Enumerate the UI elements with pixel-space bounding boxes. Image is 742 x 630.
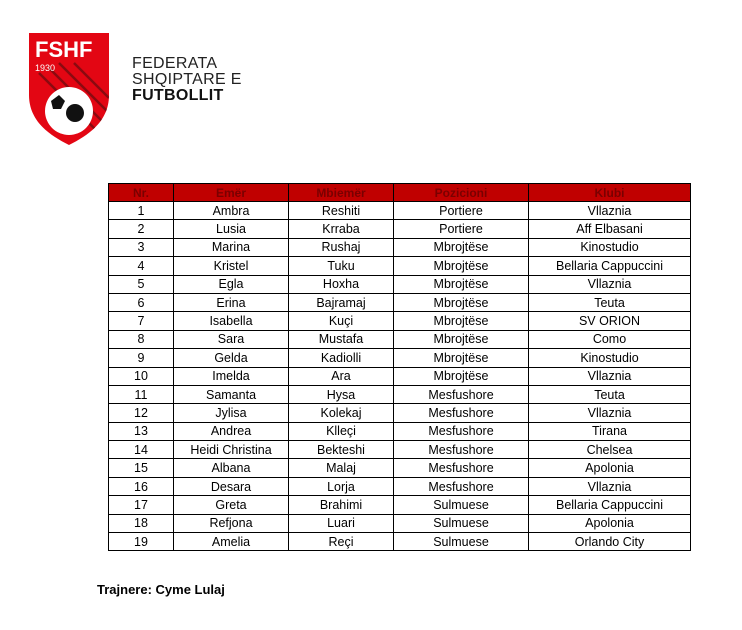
table-cell: 10 (109, 367, 174, 385)
table-cell: Egla (174, 275, 289, 293)
column-header: Nr. (109, 184, 174, 202)
table-cell: Vllaznia (529, 477, 691, 495)
table-cell: Krraba (289, 220, 394, 238)
table-cell: Albana (174, 459, 289, 477)
table-header-row (109, 184, 691, 202)
table-cell: 8 (109, 330, 174, 348)
table-cell: 17 (109, 496, 174, 514)
table-cell: 16 (109, 477, 174, 495)
table-cell: Reshiti (289, 202, 394, 220)
table-cell: Vllaznia (529, 367, 691, 385)
table-row (109, 477, 691, 495)
table-cell: Imelda (174, 367, 289, 385)
federation-line3: FUTBOLLIT (132, 87, 224, 104)
table-cell: Kinostudio (529, 349, 691, 367)
table-cell: 13 (109, 422, 174, 440)
table-cell: Mesfushore (394, 422, 529, 440)
table-cell: Mesfushore (394, 385, 529, 403)
table-cell: Portiere (394, 220, 529, 238)
table-cell: Andrea (174, 422, 289, 440)
table-cell: Apolonia (529, 459, 691, 477)
svg-text:1930: 1930 (35, 63, 56, 73)
table-cell: Vllaznia (529, 202, 691, 220)
table-cell: Gelda (174, 349, 289, 367)
table-cell: Mbrojtëse (394, 238, 529, 256)
table-cell: Samanta (174, 385, 289, 403)
column-header: Klubi (529, 184, 691, 202)
table-cell: Kolekaj (289, 404, 394, 422)
table-cell: Ara (289, 367, 394, 385)
table-cell: Sulmuese (394, 533, 529, 551)
table-row (109, 496, 691, 514)
table-cell: Tirana (529, 422, 691, 440)
table-cell: Mbrojtëse (394, 330, 529, 348)
table-row (109, 238, 691, 256)
table-cell: 5 (109, 275, 174, 293)
table-cell: Orlando City (529, 533, 691, 551)
table-cell: Mesfushore (394, 459, 529, 477)
table-cell: 12 (109, 404, 174, 422)
table-cell: Sara (174, 330, 289, 348)
table-cell: Aff Elbasani (529, 220, 691, 238)
table-cell: SV ORION (529, 312, 691, 330)
table-cell: Apolonia (529, 514, 691, 532)
table-cell: Kristel (174, 257, 289, 275)
table-cell: Mbrojtëse (394, 367, 529, 385)
table-row (109, 293, 691, 311)
table-row (109, 202, 691, 220)
table-cell: Teuta (529, 293, 691, 311)
fshf-logo (29, 33, 109, 145)
table-cell: Mbrojtëse (394, 275, 529, 293)
table-row (109, 422, 691, 440)
table-cell: Malaj (289, 459, 394, 477)
table-cell: 1 (109, 202, 174, 220)
table-cell: Erina (174, 293, 289, 311)
federation-line1: FEDERATA (132, 55, 218, 72)
table-cell: 15 (109, 459, 174, 477)
table-cell: Bellaria Cappuccini (529, 496, 691, 514)
table-cell: Lorja (289, 477, 394, 495)
table-cell: Kuçi (289, 312, 394, 330)
table-cell: Hoxha (289, 275, 394, 293)
table-row (109, 349, 691, 367)
table-cell: Isabella (174, 312, 289, 330)
table-cell: Luari (289, 514, 394, 532)
coach-label: Trajnere: Cyme Lulaj (97, 582, 225, 597)
table-cell: 3 (109, 238, 174, 256)
table-cell: Rushaj (289, 238, 394, 256)
table-cell: Kadiolli (289, 349, 394, 367)
table-cell: Mesfushore (394, 477, 529, 495)
table-cell: Teuta (529, 385, 691, 403)
table-cell: Greta (174, 496, 289, 514)
table-cell: Mbrojtëse (394, 312, 529, 330)
federation-line2: SHQIPTARE E (132, 71, 242, 88)
table-row (109, 275, 691, 293)
table-cell: Sulmuese (394, 514, 529, 532)
table-cell: Hysa (289, 385, 394, 403)
table-cell: Ambra (174, 202, 289, 220)
table-cell: Mustafa (289, 330, 394, 348)
table-cell: 7 (109, 312, 174, 330)
table-cell: Marina (174, 238, 289, 256)
table-cell: Mbrojtëse (394, 349, 529, 367)
federation-name (132, 56, 242, 104)
table-cell: 6 (109, 293, 174, 311)
table-cell: 18 (109, 514, 174, 532)
table-cell: 14 (109, 441, 174, 459)
table-cell: 2 (109, 220, 174, 238)
column-header: Emër (174, 184, 289, 202)
table-row (109, 514, 691, 532)
table-row (109, 385, 691, 403)
table-cell: Mesfushore (394, 404, 529, 422)
table-cell: Sulmuese (394, 496, 529, 514)
table-cell: 11 (109, 385, 174, 403)
table-cell: Como (529, 330, 691, 348)
table-cell: 9 (109, 349, 174, 367)
table-cell: Portiere (394, 202, 529, 220)
table-row (109, 441, 691, 459)
table-cell: Tuku (289, 257, 394, 275)
column-header: Mbiemër (289, 184, 394, 202)
table-cell: 19 (109, 533, 174, 551)
table-cell: Mbrojtëse (394, 257, 529, 275)
table-cell: Mbrojtëse (394, 293, 529, 311)
table-cell: 4 (109, 257, 174, 275)
table-cell: Lusia (174, 220, 289, 238)
table-cell: Refjona (174, 514, 289, 532)
table-cell: Amelia (174, 533, 289, 551)
table-cell: Bellaria Cappuccini (529, 257, 691, 275)
table-cell: Klleçi (289, 422, 394, 440)
table-row (109, 312, 691, 330)
squad-table (108, 183, 691, 551)
table-row (109, 330, 691, 348)
table-cell: Chelsea (529, 441, 691, 459)
table-row (109, 367, 691, 385)
table-cell: Reçi (289, 533, 394, 551)
table-row (109, 257, 691, 275)
table-cell: Mesfushore (394, 441, 529, 459)
table-cell: Heidi Christina (174, 441, 289, 459)
svg-text:FSHF: FSHF (35, 37, 93, 62)
table-cell: Kinostudio (529, 238, 691, 256)
column-header: Pozicioni (394, 184, 529, 202)
table-row (109, 404, 691, 422)
table-row (109, 533, 691, 551)
table-cell: Vllaznia (529, 404, 691, 422)
table-cell: Bajramaj (289, 293, 394, 311)
table-cell: Bekteshi (289, 441, 394, 459)
table-cell: Brahimi (289, 496, 394, 514)
table-cell: Jylisa (174, 404, 289, 422)
table-row (109, 220, 691, 238)
table-cell: Desara (174, 477, 289, 495)
table-cell: Vllaznia (529, 275, 691, 293)
table-row (109, 459, 691, 477)
